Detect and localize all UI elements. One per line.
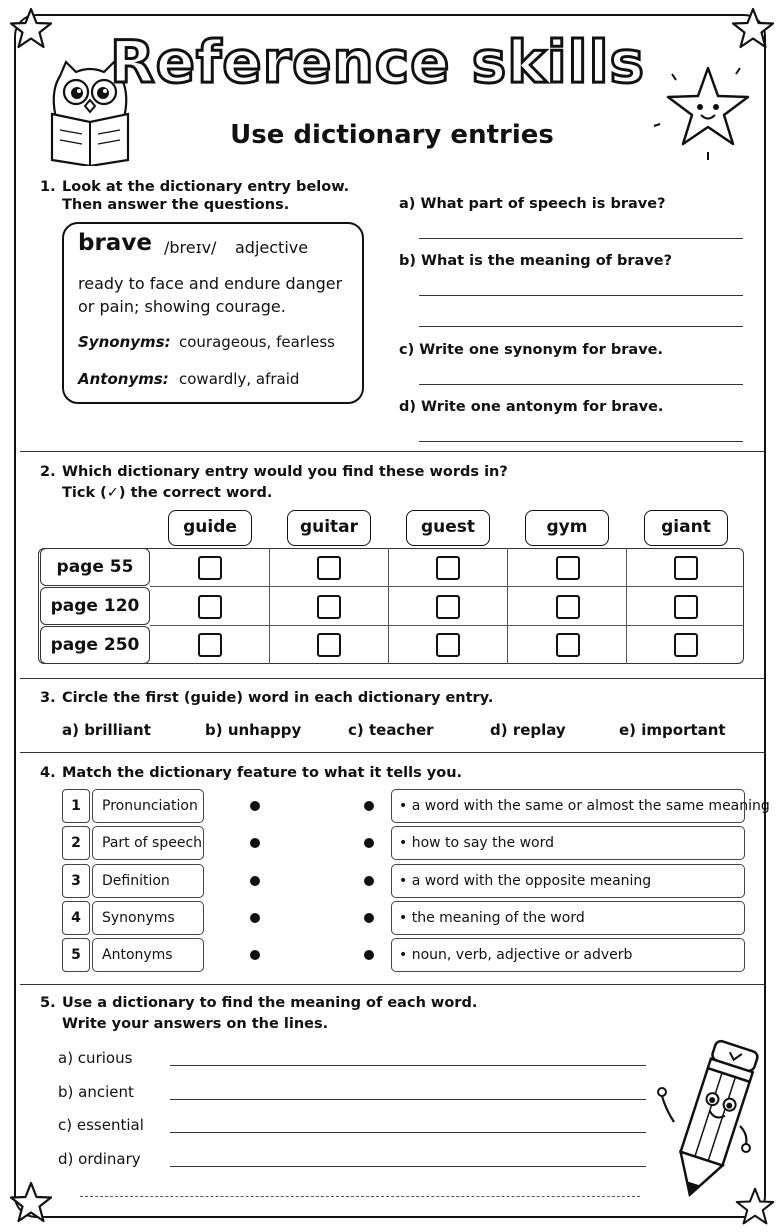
- table-row-divider: [150, 625, 744, 626]
- entry-definition-line-2: or pain; showing courage.: [78, 297, 286, 316]
- q1a-question: a) What part of speech is brave?: [399, 196, 666, 212]
- q1d-question: d) Write one antonym for brave.: [399, 399, 664, 415]
- q3-word-a[interactable]: a) brilliant: [62, 721, 151, 739]
- q1a-answer-line[interactable]: [419, 238, 743, 239]
- q5c-answer-line[interactable]: [170, 1132, 646, 1133]
- q5d-answer-line[interactable]: [170, 1166, 646, 1167]
- table-col-divider: [388, 548, 389, 664]
- feature-definition: Definition: [92, 864, 204, 898]
- q4-number: 4.: [40, 765, 56, 781]
- footer-dashed-line: [80, 1196, 640, 1197]
- feature-number: 2: [62, 826, 90, 860]
- entry-part-of-speech: adjective: [235, 238, 309, 257]
- q2-instruction-2: Tick (✓) the correct word.: [62, 485, 273, 501]
- match-dot-left[interactable]: [250, 801, 260, 811]
- checkbox[interactable]: [198, 595, 222, 619]
- table-row-divider: [150, 586, 744, 587]
- entry-synonyms-label: Synonyms:: [78, 333, 171, 351]
- feature-number: 4: [62, 901, 90, 935]
- entry-antonyms-label: Antonyms:: [78, 370, 169, 388]
- q1-instruction-2: Then answer the questions.: [62, 197, 290, 213]
- q3-number: 3.: [40, 690, 56, 706]
- match-dot-right[interactable]: [364, 838, 374, 848]
- word-guest: guest: [406, 510, 490, 546]
- meaning-box: • the meaning of the word: [391, 901, 745, 935]
- smiling-pencil-icon: [652, 1030, 762, 1206]
- match-dot-left[interactable]: [250, 876, 260, 886]
- q5-number: 5.: [40, 995, 56, 1011]
- page-title: Reference skills: [110, 28, 645, 96]
- checkbox[interactable]: [674, 556, 698, 580]
- checkbox[interactable]: [198, 633, 222, 657]
- q3-word-d[interactable]: d) replay: [490, 721, 566, 739]
- word-guitar: guitar: [287, 510, 371, 546]
- row-label-page-250: page 250: [40, 626, 150, 664]
- q1b-answer-line-1[interactable]: [419, 295, 743, 296]
- feature-part-of-speech: Part of speech: [92, 826, 204, 860]
- q1-instruction-1: Look at the dictionary entry below.: [62, 179, 350, 195]
- q2-instruction-1: Which dictionary entry would you find these words in?: [62, 464, 508, 480]
- q1c-answer-line[interactable]: [419, 384, 743, 385]
- q3-word-c[interactable]: c) teacher: [348, 721, 434, 739]
- checkbox[interactable]: [317, 595, 341, 619]
- q3-instruction: Circle the first (guide) word in each dictionary entry.: [62, 690, 494, 706]
- feature-number: 1: [62, 789, 90, 823]
- q5-word-d: d) ordinary: [58, 1150, 141, 1168]
- table-col-divider: [626, 548, 627, 664]
- match-dot-right[interactable]: [364, 913, 374, 923]
- feature-number: 3: [62, 864, 90, 898]
- row-label-page-120: page 120: [40, 587, 150, 625]
- checkbox[interactable]: [436, 595, 460, 619]
- q4-instruction: Match the dictionary feature to what it tells you.: [62, 765, 463, 781]
- feature-antonyms: Antonyms: [92, 938, 204, 972]
- checkbox[interactable]: [556, 556, 580, 580]
- match-dot-left[interactable]: [250, 913, 260, 923]
- match-dot-right[interactable]: [364, 801, 374, 811]
- match-dot-left[interactable]: [250, 950, 260, 960]
- checkbox[interactable]: [556, 595, 580, 619]
- table-col-divider: [507, 548, 508, 664]
- section-divider: [20, 752, 764, 753]
- q2-number: 2.: [40, 464, 56, 480]
- q1-number: 1.: [40, 179, 56, 195]
- entry-synonyms: courageous, fearless: [179, 333, 335, 351]
- q1b-answer-line-2[interactable]: [419, 326, 743, 327]
- match-dot-right[interactable]: [364, 950, 374, 960]
- star-icon: [8, 6, 54, 52]
- checkbox[interactable]: [317, 633, 341, 657]
- row-label-page-55: page 55: [40, 548, 150, 586]
- q5-word-a: a) curious: [58, 1049, 133, 1067]
- match-dot-left[interactable]: [250, 838, 260, 848]
- feature-pronunciation: Pronunciation: [92, 789, 204, 823]
- entry-pronunciation: /breɪv/: [164, 238, 217, 257]
- checkbox[interactable]: [674, 595, 698, 619]
- q3-word-e[interactable]: e) important: [619, 721, 726, 739]
- entry-headword: brave: [78, 230, 152, 256]
- q3-word-b[interactable]: b) unhappy: [205, 721, 302, 739]
- section-divider: [20, 451, 764, 452]
- meaning-box: • how to say the word: [391, 826, 745, 860]
- checkbox[interactable]: [674, 633, 698, 657]
- checkbox[interactable]: [198, 556, 222, 580]
- meaning-box: • a word with the same or almost the same meaning: [391, 789, 745, 823]
- feature-synonyms: Synonyms: [92, 901, 204, 935]
- q5-instruction-2: Write your answers on the lines.: [62, 1016, 329, 1032]
- checkbox[interactable]: [556, 633, 580, 657]
- checkbox[interactable]: [436, 633, 460, 657]
- checkbox[interactable]: [436, 556, 460, 580]
- q1b-question: b) What is the meaning of brave?: [399, 253, 673, 269]
- q5-instruction-1: Use a dictionary to find the meaning of each word.: [62, 995, 478, 1011]
- word-giant: giant: [644, 510, 728, 546]
- checkbox[interactable]: [317, 556, 341, 580]
- smiling-star-icon: [650, 60, 760, 164]
- section-divider: [20, 678, 764, 679]
- meaning-box: • a word with the opposite meaning: [391, 864, 745, 898]
- q1d-answer-line[interactable]: [419, 441, 743, 442]
- q5b-answer-line[interactable]: [170, 1099, 646, 1100]
- star-icon: [8, 1180, 54, 1226]
- feature-number: 5: [62, 938, 90, 972]
- q5-word-b: b) ancient: [58, 1083, 134, 1101]
- star-icon: [730, 6, 776, 52]
- entry-definition-line-1: ready to face and endure danger: [78, 274, 343, 293]
- q1c-question: c) Write one synonym for brave.: [399, 342, 664, 358]
- q5a-answer-line[interactable]: [170, 1065, 646, 1066]
- match-dot-right[interactable]: [364, 876, 374, 886]
- word-guide: guide: [168, 510, 252, 546]
- entry-antonyms: cowardly, afraid: [179, 370, 300, 388]
- q5-word-c: c) essential: [58, 1116, 144, 1134]
- table-col-divider: [269, 548, 270, 664]
- word-gym: gym: [525, 510, 609, 546]
- page-subtitle: Use dictionary entries: [230, 120, 554, 150]
- section-divider: [20, 984, 764, 985]
- meaning-box: • noun, verb, adjective or adverb: [391, 938, 745, 972]
